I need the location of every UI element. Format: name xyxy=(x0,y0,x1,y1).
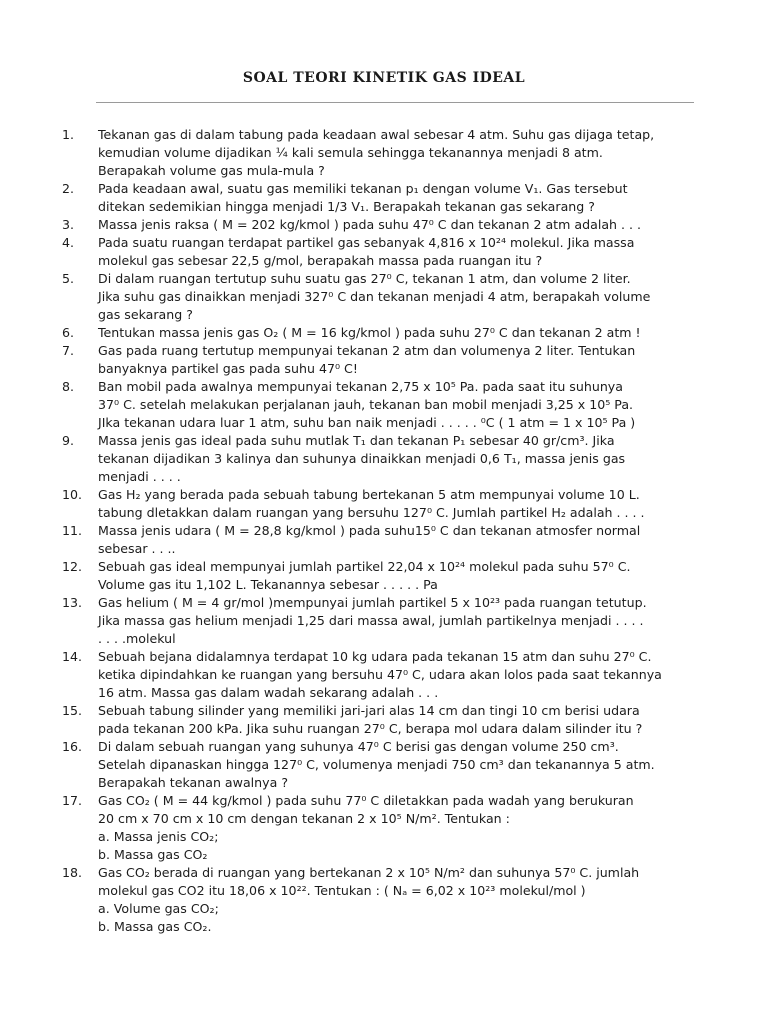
question-line: Setelah dipanaskan hingga 127⁰ C, volumenya menjadi 750 cm³ dan tekanannya 5 atm. xyxy=(98,757,655,772)
question-line: b. Massa gas CO₂ xyxy=(98,847,208,862)
question-line: 20 cm x 70 cm x 10 cm dengan tekanan 2 x 10⁵ N/m². Tentukan : xyxy=(98,811,510,826)
question-item xyxy=(62,270,698,324)
question-item xyxy=(62,342,698,378)
question-item xyxy=(62,216,698,234)
question-line: banyaknya partikel gas pada suhu 47⁰ C! xyxy=(98,361,358,376)
question-number: 12. xyxy=(62,559,83,574)
question-number: 1. xyxy=(62,127,75,142)
question-line: Tentukan massa jenis gas O₂ ( M = 16 kg/kmol ) pada suhu 27⁰ C dan tekanan 2 atm ! xyxy=(98,325,641,340)
question-item xyxy=(62,864,698,936)
question-number: 4. xyxy=(62,235,75,250)
question-text xyxy=(98,594,698,648)
question-text xyxy=(98,702,698,738)
question-text xyxy=(98,432,698,486)
question-line: Ban mobil pada awalnya mempunyai tekanan 2,75 x 10⁵ Pa. pada saat itu suhunya xyxy=(98,379,623,394)
question-number: 18. xyxy=(62,865,83,880)
question-number: 2. xyxy=(62,181,75,196)
title-divider xyxy=(96,102,694,103)
question-item xyxy=(62,648,698,702)
question-line: Sebuah tabung silinder yang memiliki jari-jari alas 14 cm dan tingi 10 cm berisi udara xyxy=(98,703,640,718)
question-line: pada tekanan 200 kPa. Jika suhu ruangan 27⁰ C, berapa mol udara dalam silinder itu ? xyxy=(98,721,643,736)
question-number: 11. xyxy=(62,523,83,538)
question-line: Massa jenis raksa ( M = 202 kg/kmol ) pada suhu 47⁰ C dan tekanan 2 atm adalah . . . xyxy=(98,217,642,232)
question-line: molekul gas CO2 itu 18,06 x 10²². Tentukan : ( Nₐ = 6,02 x 10²³ molekul/mol ) xyxy=(98,883,586,898)
question-number: 8. xyxy=(62,379,75,394)
question-line: 37⁰ C. setelah melakukan perjalanan jauh, tekanan ban mobil menjadi 3,25 x 10⁵ Pa. xyxy=(98,397,634,412)
question-text xyxy=(98,270,698,324)
question-text xyxy=(98,486,698,522)
question-item xyxy=(62,324,698,342)
question-item xyxy=(62,378,698,432)
question-text xyxy=(98,342,698,378)
question-number: 7. xyxy=(62,343,75,358)
question-text xyxy=(98,234,698,270)
question-text xyxy=(98,522,698,558)
question-item xyxy=(62,522,698,558)
question-text xyxy=(98,216,698,234)
question-item xyxy=(62,126,698,180)
question-line: a. Massa jenis CO₂; xyxy=(98,829,219,844)
question-line: Jika massa gas helium menjadi 1,25 dari massa awal, jumlah partikelnya menjadi . . . . xyxy=(98,613,644,628)
question-number: 9. xyxy=(62,433,75,448)
question-number: 5. xyxy=(62,271,75,286)
question-line: Di dalam sebuah ruangan yang suhunya 47⁰ C berisi gas dengan volume 250 cm³. xyxy=(98,739,619,754)
question-line: kemudian volume dijadikan ¼ kali semula sehingga tekanannya menjadi 8 atm. xyxy=(98,145,603,160)
question-line: . . . .molekul xyxy=(98,631,176,646)
question-line: JIka tekanan udara luar 1 atm, suhu ban naik menjadi . . . . . ⁰C ( 1 atm = 1 x 10⁵ Pa ) xyxy=(98,415,636,430)
document-title: SOAL TEORI KINETIK GAS IDEAL xyxy=(242,70,526,86)
question-line: Sebuah gas ideal mempunyai jumlah partikel 22,04 x 10²⁴ molekul pada suhu 57⁰ C. xyxy=(98,559,631,574)
question-number: 3. xyxy=(62,217,75,232)
question-line: Massa jenis gas ideal pada suhu mutlak T₁ dan tekanan P₁ sebesar 40 gr/cm³. Jika xyxy=(98,433,615,448)
question-line: ketika dipindahkan ke ruangan yang bersuhu 47⁰ C, udara akan lolos pada saat tekannya xyxy=(98,667,662,682)
question-line: tabung dletakkan dalam ruangan yang bersuhu 127⁰ C. Jumlah partikel H₂ adalah . . . . xyxy=(98,505,645,520)
question-item xyxy=(62,486,698,522)
question-line: sebesar . . .. xyxy=(98,541,176,556)
question-list xyxy=(62,126,698,936)
question-text xyxy=(98,324,698,342)
question-line: Pada keadaan awal, suatu gas memiliki tekanan p₁ dengan volume V₁. Gas tersebut xyxy=(98,181,628,196)
question-text xyxy=(98,180,698,216)
question-item xyxy=(62,702,698,738)
question-text xyxy=(98,648,698,702)
question-number: 13. xyxy=(62,595,83,610)
question-line: Gas pada ruang tertutup mempunyai tekanan 2 atm dan volumenya 2 liter. Tentukan xyxy=(98,343,636,358)
question-number: 16. xyxy=(62,739,83,754)
question-line: gas sekarang ? xyxy=(98,307,193,322)
question-line: Pada suatu ruangan terdapat partikel gas sebanyak 4,816 x 10²⁴ molekul. Jika massa xyxy=(98,235,635,250)
question-number: 17. xyxy=(62,793,83,808)
question-line: a. Volume gas CO₂; xyxy=(98,901,219,916)
question-item xyxy=(62,558,698,594)
question-item xyxy=(62,234,698,270)
question-line: molekul gas sebesar 22,5 g/mol, berapakah massa pada ruangan itu ? xyxy=(98,253,543,268)
question-line: ditekan sedemikian hingga menjadi 1/3 V₁. Berapakah tekanan gas sekarang ? xyxy=(98,199,595,214)
question-item xyxy=(62,432,698,486)
question-item xyxy=(62,738,698,792)
question-line: Di dalam ruangan tertutup suhu suatu gas 27⁰ C, tekanan 1 atm, dan volume 2 liter. xyxy=(98,271,631,286)
question-item xyxy=(62,180,698,216)
question-line: Tekanan gas di dalam tabung pada keadaan awal sebesar 4 atm. Suhu gas dijaga tetap, xyxy=(98,127,655,142)
question-line: b. Massa gas CO₂. xyxy=(98,919,212,934)
question-number: 6. xyxy=(62,325,75,340)
question-text xyxy=(98,558,698,594)
question-number: 10. xyxy=(62,487,83,502)
question-text xyxy=(98,126,698,180)
question-line: Massa jenis udara ( M = 28,8 kg/kmol ) pada suhu15⁰ C dan tekanan atmosfer normal xyxy=(98,523,641,538)
question-text xyxy=(98,738,698,792)
question-line: Gas H₂ yang berada pada sebuah tabung bertekanan 5 atm mempunyai volume 10 L. xyxy=(98,487,640,502)
question-number: 14. xyxy=(62,649,83,664)
question-text xyxy=(98,378,698,432)
question-item xyxy=(62,792,698,864)
question-line: Gas helium ( M = 4 gr/mol )mempunyai jumlah partikel 5 x 10²³ pada ruangan tetutup. xyxy=(98,595,647,610)
question-line: Berapakah volume gas mula-mula ? xyxy=(98,163,325,178)
question-text xyxy=(98,864,698,936)
question-line: Gas CO₂ berada di ruangan yang bertekanan 2 x 10⁵ N/m² dan suhunya 57⁰ C. jumlah xyxy=(98,865,640,880)
question-line: Berapakah tekanan awalnya ? xyxy=(98,775,289,790)
question-line: Volume gas itu 1,102 L. Tekanannya sebesar . . . . . Pa xyxy=(98,577,438,592)
question-line: 16 atm. Massa gas dalam wadah sekarang adalah . . . xyxy=(98,685,439,700)
question-line: Jika suhu gas dinaikkan menjadi 327⁰ C dan tekanan menjadi 4 atm, berapakah volume xyxy=(98,289,651,304)
question-line: menjadi . . . . xyxy=(98,469,181,484)
question-line: tekanan dijadikan 3 kalinya dan suhunya dinaikkan menjadi 0,6 T₁, massa jenis gas xyxy=(98,451,626,466)
question-line: Gas CO₂ ( M = 44 kg/kmol ) pada suhu 77⁰ C diletakkan pada wadah yang berukuran xyxy=(98,793,634,808)
question-item xyxy=(62,594,698,648)
question-text xyxy=(98,792,698,864)
question-number: 15. xyxy=(62,703,83,718)
question-line: Sebuah bejana didalamnya terdapat 10 kg udara pada tekanan 15 atm dan suhu 27⁰ C. xyxy=(98,649,652,664)
